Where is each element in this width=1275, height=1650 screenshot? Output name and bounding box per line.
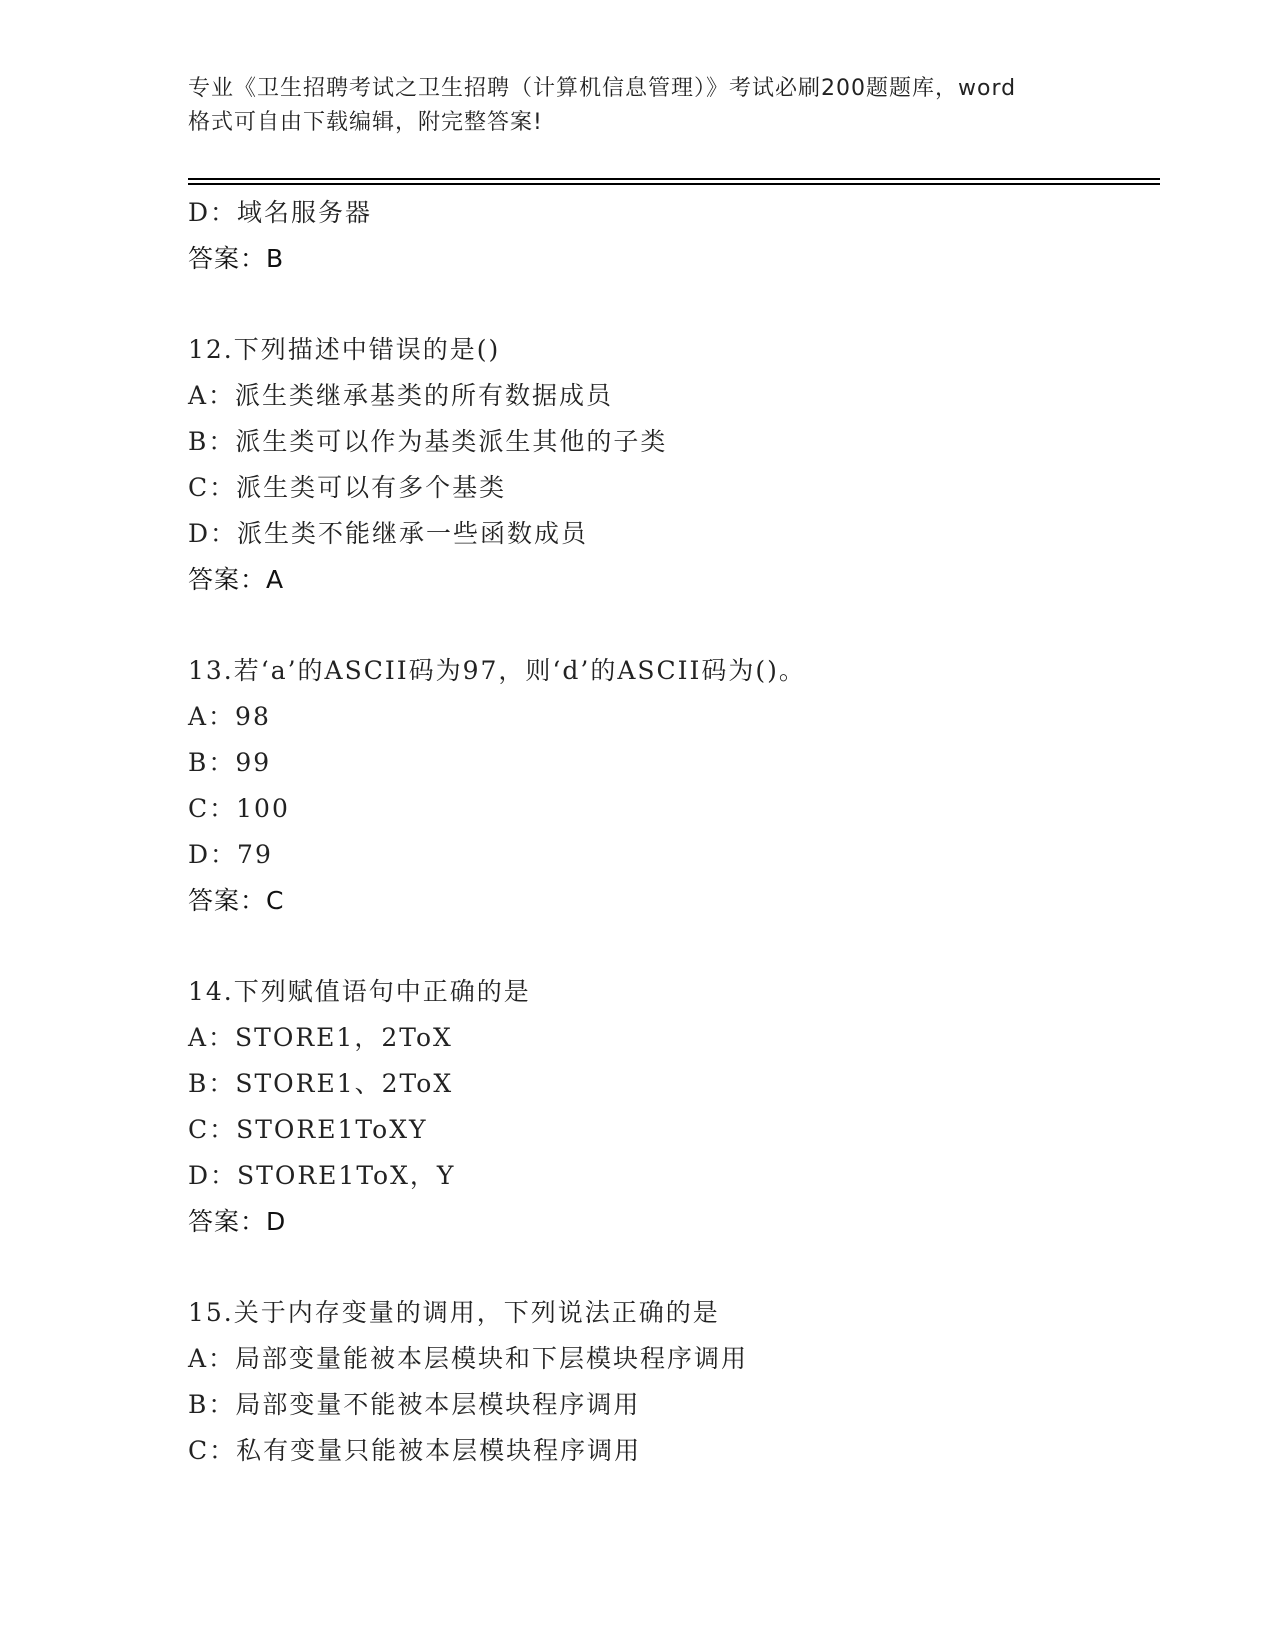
option-a: A：局部变量能被本层模块和下层模块程序调用: [188, 1344, 749, 1373]
option-b: B：局部变量不能被本层模块程序调用: [188, 1390, 641, 1419]
question-list: [188, 190, 1148, 1474]
question-15: [188, 1290, 1148, 1474]
option-d: D：79: [188, 840, 273, 869]
spacer: [188, 924, 1148, 969]
option-c: C：100: [188, 794, 290, 823]
header-line-1: 专业《卫生招聘考试之卫生招聘（计算机信息管理）》考试必刷200题题库，word: [188, 76, 1017, 101]
question-stem: 15.关于内存变量的调用，下列说法正确的是: [188, 1298, 720, 1327]
header-line-2: 格式可自由下载编辑，附完整答案!: [188, 110, 543, 135]
header-divider-top: [188, 178, 1160, 180]
option-a: A：派生类继承基类的所有数据成员: [188, 381, 614, 410]
header-divider-bottom: [188, 183, 1160, 185]
question-12: [188, 327, 1148, 603]
question-stem: 14.下列赋值语句中正确的是: [188, 977, 531, 1006]
option-d: D：域名服务器: [188, 198, 373, 227]
option-a: A：98: [188, 702, 271, 731]
option-d: D：派生类不能继承一些函数成员: [188, 519, 589, 548]
spacer: [188, 1245, 1148, 1290]
answer-line: 答案：C: [188, 886, 285, 915]
option-b: B：派生类可以作为基类派生其他的子类: [188, 427, 668, 456]
option-a: A：STORE1，2ToX: [188, 1023, 453, 1052]
option-c: C：派生类可以有多个基类: [188, 473, 507, 502]
question-14: [188, 969, 1148, 1245]
option-c: C：STORE1ToXY: [188, 1115, 428, 1144]
question-stem: 13.若‘a’的ASCII码为97，则‘d’的ASCII码为()。: [188, 656, 806, 685]
question-13: [188, 648, 1148, 924]
option-c: C：私有变量只能被本层模块程序调用: [188, 1436, 642, 1465]
answer-line: 答案：D: [188, 1207, 287, 1236]
spacer: [188, 603, 1148, 648]
answer-line: 答案：B: [188, 244, 285, 273]
document-header: [188, 72, 1088, 140]
answer-line: 答案：A: [188, 565, 285, 594]
spacer: [188, 282, 1148, 327]
question-11-tail: [188, 190, 1148, 282]
option-b: B：STORE1、2ToX: [188, 1069, 454, 1098]
option-b: B：99: [188, 748, 272, 777]
question-stem: 12.下列描述中错误的是(): [188, 335, 501, 364]
option-d: D：STORE1ToX，Y: [188, 1161, 456, 1190]
